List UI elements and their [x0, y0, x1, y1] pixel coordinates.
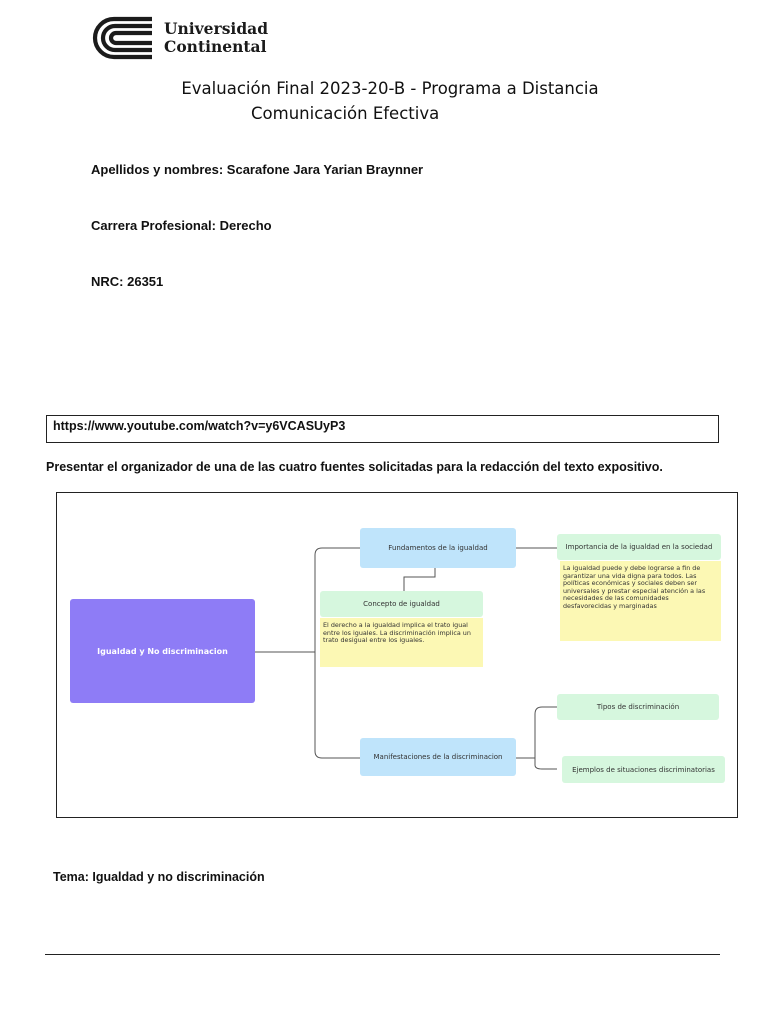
course-title: Comunicación Efectiva	[251, 104, 440, 123]
node-root: Igualdad y No discriminacion	[70, 599, 255, 703]
node-fundamentos: Fundamentos de la igualdad	[360, 528, 516, 568]
connector-to-concepto	[404, 568, 435, 591]
page-title: Evaluación Final 2023-20-B - Programa a Distancia	[181, 79, 599, 98]
student-name: Apellidos y nombres: Scarafone Jara Yarian Braynner	[91, 162, 424, 177]
link-box	[46, 415, 719, 443]
nrc-field: NRC: 26351	[91, 274, 164, 289]
bottom-divider	[45, 954, 720, 955]
connector-to-tipos-ejemplos	[516, 707, 557, 769]
mind-map	[56, 492, 738, 818]
career-field: Carrera Profesional: Derecho	[91, 218, 272, 233]
node-ejemplos: Ejemplos de situaciones discriminatorias	[562, 756, 725, 783]
node-manifestaciones: Manifestaciones de la discriminacion	[360, 738, 516, 776]
node-tipos: Tipos de discriminación	[557, 694, 719, 720]
node-importancia: Importancia de la igualdad en la sociedad	[557, 534, 721, 560]
youtube-link[interactable]: https://www.youtube.com/watch?v=y6VCASUyP3	[53, 419, 346, 433]
logo-line-1: Universidad	[164, 19, 269, 38]
note-importancia: La igualdad puede y debe lograrse a fin de garantizar una vida digna para todos. Las políticas económicas y sociales deben ser universales y prestar especial atención a las necesidades de las comunidades desfavorecidas y marginadas	[560, 561, 721, 641]
logo-line-2: Continental	[164, 37, 267, 56]
node-concepto: Concepto de igualdad	[320, 591, 483, 617]
connector-to-manifestaciones	[315, 652, 360, 758]
note-concepto: El derecho a la igualdad implica el trato igual entre los iguales. La discriminación implica un trato desigual entre los iguales.	[320, 618, 483, 667]
university-logo-icon	[90, 15, 154, 61]
university-name	[164, 20, 268, 56]
instruction-text: Presentar el organizador de una de las cuatro fuentes solicitadas para la redacción del texto expositivo.	[46, 460, 663, 474]
university-logo	[90, 15, 269, 63]
topic-text: Tema: Igualdad y no discriminación	[53, 870, 265, 884]
